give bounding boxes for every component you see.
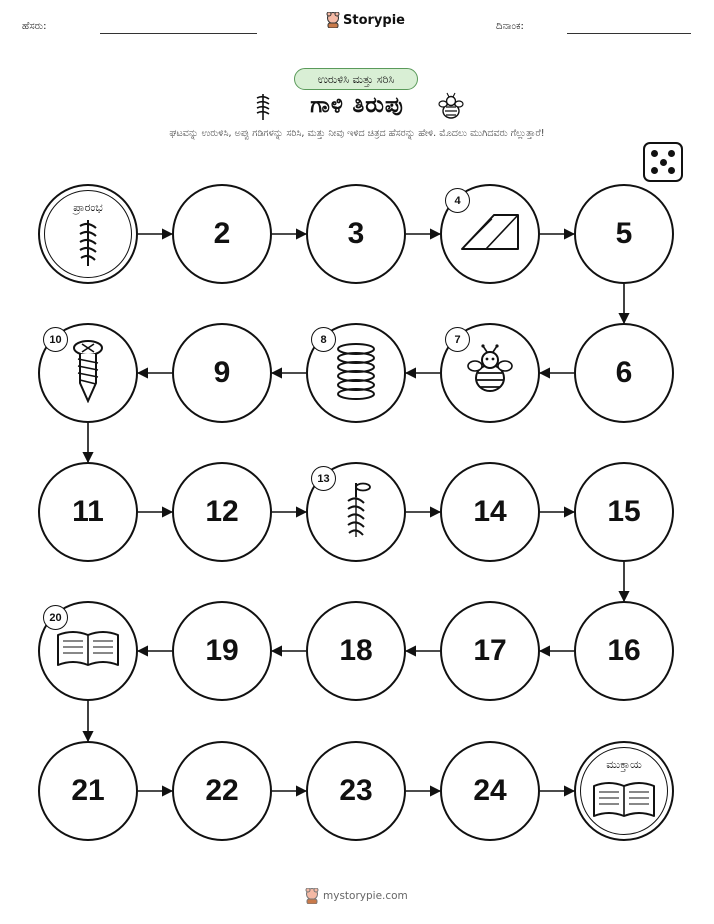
space-number: 21 xyxy=(71,774,105,807)
space-number: 22 xyxy=(205,774,239,807)
footer-url[interactable]: mystorypie.com xyxy=(323,890,408,902)
date-label: ದಿನಾಂಕ: xyxy=(496,21,524,32)
board-space-21[interactable] xyxy=(38,741,138,841)
space-number: 11 xyxy=(72,495,104,528)
board-space-5[interactable] xyxy=(574,184,674,284)
screw-icon xyxy=(71,339,105,407)
board-space-16[interactable] xyxy=(574,601,674,701)
space-number: 12 xyxy=(205,495,239,528)
space-number: 6 xyxy=(615,356,633,389)
board-space-22[interactable] xyxy=(172,741,272,841)
board-space-19[interactable] xyxy=(172,601,272,701)
space-number-badge: 13 xyxy=(311,466,336,491)
board-space-18[interactable] xyxy=(306,601,406,701)
space-number: 2 xyxy=(213,217,231,250)
board-space-24[interactable] xyxy=(440,741,540,841)
wedge-icon xyxy=(458,209,522,259)
bee-icon xyxy=(465,344,515,402)
space-number: 15 xyxy=(607,495,641,528)
corkscrew-icon xyxy=(340,481,372,543)
board-space-6[interactable] xyxy=(574,323,674,423)
space-number: 18 xyxy=(339,634,373,667)
finish-space[interactable] xyxy=(574,741,674,841)
auger-icon xyxy=(75,218,101,272)
board-space-4[interactable] xyxy=(440,184,540,284)
space-number: 14 xyxy=(473,495,507,528)
game-type-badge: ಉರುಳಿಸಿ ಮತ್ತು ಸರಿಸಿ xyxy=(294,68,418,90)
space-number: 23 xyxy=(339,774,373,807)
start-label: ಪ್ರಾರಂಭ xyxy=(73,201,103,214)
space-number: 17 xyxy=(473,634,507,667)
storypie-logo-icon xyxy=(305,888,319,904)
board-space-10[interactable] xyxy=(38,323,138,423)
space-number: 3 xyxy=(347,217,365,250)
space-number: 24 xyxy=(473,774,507,807)
space-number-badge: 8 xyxy=(311,327,336,352)
space-number-badge: 4 xyxy=(445,188,470,213)
board-space-14[interactable] xyxy=(440,462,540,562)
book-icon xyxy=(55,627,121,675)
board-space-15[interactable] xyxy=(574,462,674,562)
instructions: ಘಟವನ್ನು ಉರುಳಿಸಿ, ಅಪ್ಪು ಗಡಿಗಳನ್ನು ಸರಿಸಿ, ಮತ್ತು ನೀವು ಇಳಿದ ಚಿತ್ರದ ಹೆಸರನ್ನು ಹೇಳಿ. ಮೊದಲು ಮುಗಿದವರು ಗೆಲ್ಲುತ್ತಾರೆ! xyxy=(169,128,545,139)
page-title: ಗಾಳಿ ತಿರುಪು xyxy=(310,93,404,118)
space-number: 9 xyxy=(213,356,231,389)
footer xyxy=(305,888,408,904)
board-space-8[interactable] xyxy=(306,323,406,423)
board-space-17[interactable] xyxy=(440,601,540,701)
board-space-13[interactable] xyxy=(306,462,406,562)
finish-label: ಮುಕ್ತಾಯ xyxy=(606,758,642,771)
name-label: ಹೆಸರು: xyxy=(22,21,47,32)
board-space-7[interactable] xyxy=(440,323,540,423)
board-space-9[interactable] xyxy=(172,323,272,423)
space-number: 5 xyxy=(615,217,633,250)
space-number: 16 xyxy=(607,634,641,667)
board-space-2[interactable] xyxy=(172,184,272,284)
brand-name: Storypie xyxy=(343,12,405,28)
space-number-badge: 7 xyxy=(445,327,470,352)
board-space-20[interactable] xyxy=(38,601,138,701)
board-space-23[interactable] xyxy=(306,741,406,841)
start-space[interactable] xyxy=(38,184,138,284)
space-number: 19 xyxy=(205,634,239,667)
spring-icon xyxy=(333,341,379,405)
space-number-badge: 20 xyxy=(43,605,68,630)
board-space-12[interactable] xyxy=(172,462,272,562)
space-number-badge: 10 xyxy=(43,327,68,352)
book-icon xyxy=(591,778,657,826)
board-space-11[interactable] xyxy=(38,462,138,562)
board-space-3[interactable] xyxy=(306,184,406,284)
